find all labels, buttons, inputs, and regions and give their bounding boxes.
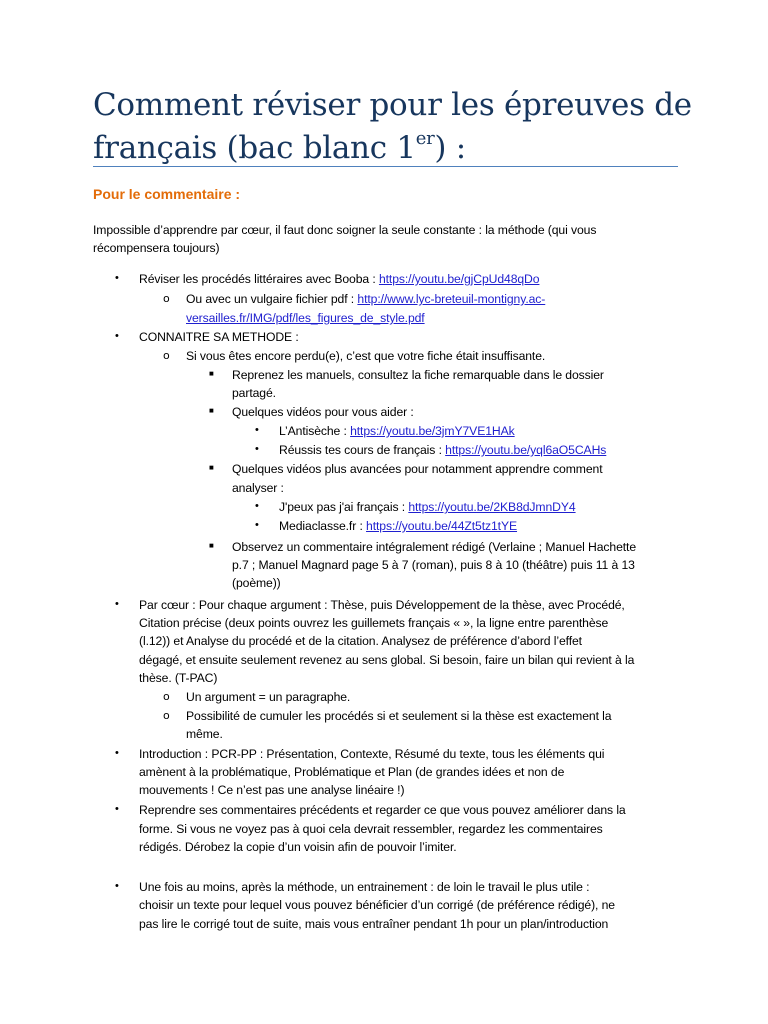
- bullet-square: ■: [209, 463, 214, 472]
- intro-line-1: Impossible d’apprendre par cœur, il faut donc soigner la seule constante : la méthode (qui vous: [93, 223, 597, 237]
- bullet-dot: •: [255, 500, 259, 512]
- link-pdf-cont[interactable]: versailles.fr/IMG/pdf/les_figures_de_style.pdf: [186, 311, 425, 325]
- list-item-methode: CONNAITRE SA METHODE :: [139, 330, 299, 344]
- list-item-reprendre-1: Reprendre ses commentaires précédents et regarder ce que vous pouvez améliorer dans la: [139, 803, 626, 817]
- title-underline: [93, 166, 678, 167]
- bullet-dot: •: [115, 803, 119, 815]
- link-booba[interactable]: https://youtu.be/gjCpUd48qDo: [378, 272, 540, 286]
- list-item-text: Mediaclasse.fr :: [279, 519, 367, 533]
- list-item-text: J'peux pas j'ai français :: [279, 500, 409, 514]
- link-antiseche[interactable]: https://youtu.be/3jmY7VE1HAk: [350, 424, 515, 438]
- list-item-avancees-2: analyser :: [232, 481, 284, 495]
- list-item-mediaclasse: [279, 517, 517, 536]
- list-item-parcoeur-5: thèse. (T-PAC): [139, 671, 218, 685]
- list-item-text: Ou avec un vulgaire fichier pdf :: [186, 292, 358, 306]
- list-item-intro-2: amènent à la problématique, Problématique et Plan (de grandes idées et non de: [139, 765, 565, 779]
- bullet-dot: •: [115, 747, 119, 759]
- list-item-observez-2: p.7 ; Manuel Magnard page 5 à 7 (roman), puis 8 à 10 (théâtre) puis 11 à 13: [232, 558, 635, 572]
- bullet-square: ■: [209, 369, 214, 378]
- list-item-avancees-1: Quelques vidéos plus avancées pour notamment apprendre comment: [232, 462, 603, 476]
- list-item-pdf-cont: [186, 309, 425, 328]
- list-item-intro-3: mouvements ! Ce n’est pas une analyse linéaire !): [139, 783, 405, 797]
- list-item-cumuler-2: même.: [186, 727, 223, 741]
- bullet-circle: o: [163, 690, 170, 703]
- bullet-dot: •: [255, 424, 259, 436]
- page-title: [93, 84, 693, 170]
- title-line-2-text: français (bac blanc 1: [93, 130, 416, 166]
- section-heading: Pour le commentaire :: [93, 186, 241, 202]
- list-item-pdf: [186, 290, 545, 309]
- list-item-parcoeur-3: (l.12)) et Analyse du procédé et de la citation. Analysez de préférence d’abord l’effet: [139, 634, 582, 648]
- list-item-text: L’Antisèche :: [279, 424, 351, 438]
- bullet-square: ■: [209, 406, 214, 415]
- list-item-perdu: Si vous êtes encore perdu(e), c’est que votre fiche était insuffisante.: [186, 349, 546, 363]
- bullet-dot: •: [115, 330, 119, 342]
- list-item-parcoeur-1: Par cœur : Pour chaque argument : Thèse, puis Développement de la thèse, avec Procédé,: [139, 598, 625, 612]
- list-item-reussis: [279, 441, 606, 460]
- list-item-cumuler-1: Possibilité de cumuler les procédés si et seulement si la thèse est exactement la: [186, 709, 612, 723]
- list-item-manuels-1: Reprenez les manuels, consultez la fiche remarquable dans le dossier: [232, 368, 604, 382]
- link-mediaclasse[interactable]: https://youtu.be/44Zt5tz1tYE: [366, 519, 518, 533]
- title-line-1: Comment réviser pour les épreuves de: [93, 87, 692, 123]
- list-item-entrainement-2: choisir un texte pour lequel vous pouvez bénéficier d’un corrigé (de préférence rédigé), ne: [139, 898, 615, 912]
- link-reussis[interactable]: https://youtu.be/yql6aO5CAHs: [445, 443, 607, 457]
- list-item-observez-1: Observez un commentaire intégralement rédigé (Verlaine ; Manuel Hachette: [232, 540, 637, 554]
- bullet-circle: o: [163, 349, 170, 362]
- list-item-text: Réviser les procédés littéraires avec Booba :: [139, 272, 379, 286]
- link-jpeuxpas[interactable]: https://youtu.be/2KB8dJmnDY4: [408, 500, 576, 514]
- list-item-videos: Quelques vidéos pour vous aider :: [232, 405, 414, 419]
- bullet-dot: •: [115, 880, 119, 892]
- bullet-circle: o: [163, 709, 170, 722]
- bullet-circle: o: [163, 292, 170, 305]
- list-item-booba: [139, 270, 539, 289]
- bullet-dot: •: [255, 519, 259, 531]
- list-item-intro-1: Introduction : PCR-PP : Présentation, Contexte, Résumé du texte, tous les éléments qui: [139, 747, 605, 761]
- title-superscript: er: [415, 128, 435, 149]
- list-item-parcoeur-2: Citation précise (deux points ouvrez les guillemets français « », la ligne entre parenthèse: [139, 616, 609, 630]
- title-line-2-end: ) :: [434, 130, 466, 166]
- list-item-parcoeur-4: dégagé, et ensuite seulement revenez au sens global. Si besoin, faire un bilan qui revient à la: [139, 653, 635, 667]
- list-item-antiseche: [279, 422, 515, 441]
- list-item-reprendre-3: rédigés. Dérobez la copie d’un voisin afin de pouvoir l’imiter.: [139, 840, 457, 854]
- list-item-text: Réussis tes cours de français :: [279, 443, 446, 457]
- link-pdf[interactable]: http://www.lyc-breteuil-montigny.ac-: [357, 292, 546, 306]
- list-item-observez-3: (poème)): [232, 576, 281, 590]
- list-item-entrainement-1: Une fois au moins, après la méthode, un entrainement : de loin le travail le plus utile :: [139, 880, 590, 894]
- bullet-square: ■: [209, 541, 214, 550]
- list-item-jpeuxpas: [279, 498, 576, 517]
- bullet-dot: •: [255, 443, 259, 455]
- list-item-argument: Un argument = un paragraphe.: [186, 690, 351, 704]
- intro-line-2: récompensera toujours): [93, 241, 220, 255]
- bullet-dot: •: [115, 272, 119, 284]
- list-item-reprendre-2: forme. Si vous ne voyez pas à quoi cela devrait ressembler, regardez les commentaires: [139, 822, 603, 836]
- list-item-entrainement-3: pas lire le corrigé tout de suite, mais vous entraîner pendant 1h pour un plan/introduction: [139, 917, 609, 931]
- title-line-2: [93, 127, 693, 170]
- bullet-dot: •: [115, 598, 119, 610]
- list-item-manuels-2: partagé.: [232, 386, 276, 400]
